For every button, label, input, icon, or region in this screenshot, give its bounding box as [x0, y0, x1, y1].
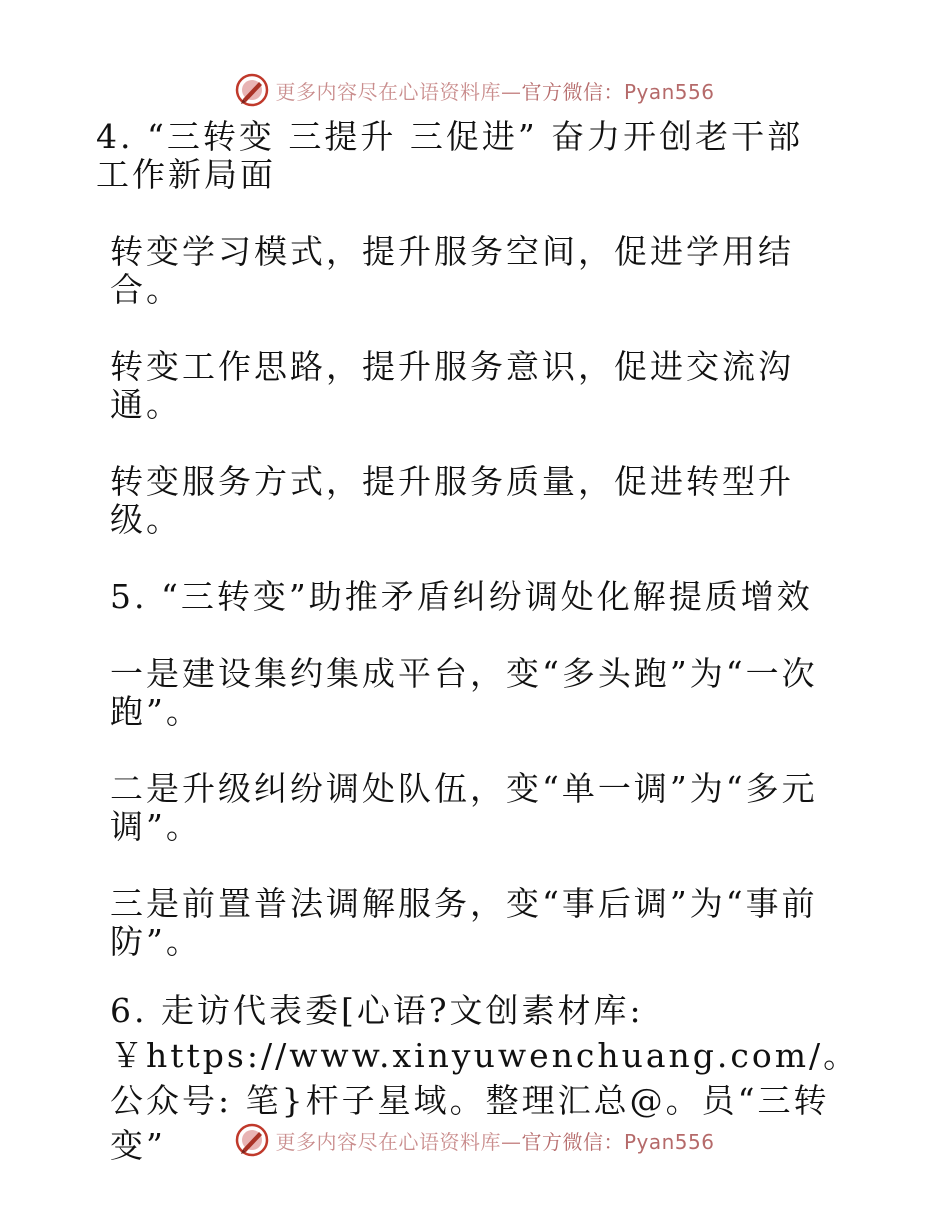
- header-watermark: [0, 70, 950, 110]
- paragraph: 转变学习模式，提升服务空间，促进学用结合。: [110, 232, 794, 309]
- paragraph: 转变工作思路，提升服务意识，促进交流沟通。: [110, 347, 794, 424]
- pen-logo-icon: [235, 73, 269, 107]
- watermark-wechat: 官方微信：Pyan556: [521, 79, 715, 104]
- pen-logo-icon: [235, 1123, 269, 1157]
- heading-4: 4. “三转变 三提升 三促进” 奋力开创老干部工作新局面: [96, 117, 804, 194]
- paragraph: 二是升级纠纷调处队伍，变“单一调”为“多元调”。: [110, 769, 818, 846]
- footer-watermark: [0, 1120, 950, 1160]
- watermark-text: 更多内容尽在心语资料库: [275, 1129, 501, 1154]
- watermark-text: 更多内容尽在心语资料库: [275, 79, 501, 104]
- watermark-separator: —: [500, 1129, 522, 1154]
- watermark-wechat: 官方微信：Pyan556: [521, 1129, 715, 1154]
- paragraph: 一是建设集约集成平台，变“多头跑”为“一次跑”。: [110, 654, 818, 731]
- paragraph: 三是前置普法调解服务，变“事后调”为“事前防”。: [110, 884, 818, 961]
- document-body: [96, 117, 860, 1168]
- heading-6: 6. 走访代表委[心语?文创素材库: ￥https://www.xinyuwenchuang.com/。公众号: 笔}杆子星域。整理汇总@。员“三转变”: [110, 991, 860, 1165]
- watermark-separator: —: [500, 79, 522, 104]
- paragraph: 转变服务方式，提升服务质量，促进转型升级。: [110, 462, 794, 539]
- heading-5: 5. “三转变”助推矛盾纠纷调处化解提质增效: [110, 577, 813, 616]
